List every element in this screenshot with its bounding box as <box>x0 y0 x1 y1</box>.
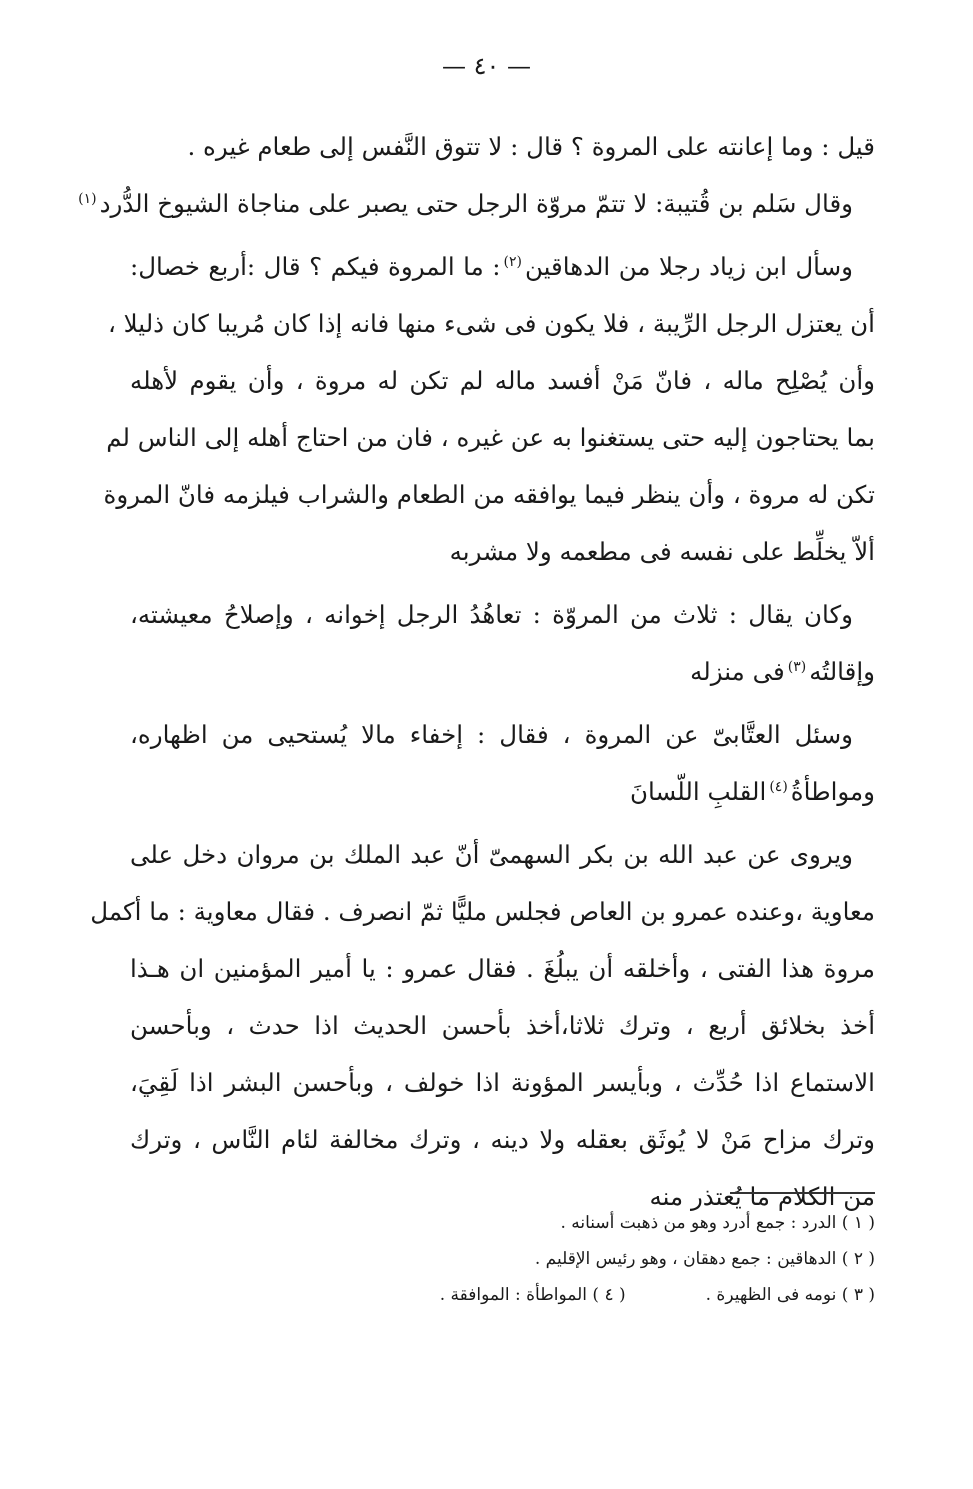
footnote-marker: (٤) <box>769 778 788 795</box>
text-line: معاوية ،وعنده عمرو بن العاص فجلس مليًّا ثمّ انصرف . فقال معاوية : ما أكمل <box>90 897 875 926</box>
text-line: وقال سَلم بن قُتيبة: لا تتمّ مروّة الرجل حتى يصبر على مناجاة الشيوخ الدُّرد$^{(١)}$ <box>78 189 853 218</box>
text-line: بما يحتاجون إليه حتى يستغنوا به عن غيره ، فان من احتاج أهله إلى الناس لم <box>106 423 875 452</box>
footnotes <box>250 1205 875 1313</box>
footnote-row <box>250 1277 875 1313</box>
text-line: وترك مزاح مَنْ لا يُوثَق بعقله ولا دينه ، وترك مخالفة لئام النَّاس ، وترك <box>130 1125 875 1154</box>
text-line: ومواطأةُ$^{(٤)}$القلبِ اللّسانَ <box>629 777 875 806</box>
footnote-2: ( ٢ ) الدهاقين : جمع دهقان ، وهو رئيس الإقليم . <box>534 1249 875 1269</box>
text-line: مروة هذا الفتى ، وأخلقه أن يبلُغَ . فقال عمرو : يا أمير المؤمنين ان هـذا <box>130 954 875 983</box>
text-line: تكن له مروة ، وأن ينظر فيما يوافقه من الطعام والشراب فيلزمه فانّ المروة <box>103 480 875 509</box>
text-line: من الكلام ما يُعتذر منه <box>649 1182 875 1211</box>
footnote-4: ( ٤ ) المواطأة : الموافقة . <box>439 1285 626 1305</box>
text-line: أخذ بخلائق أربع ، وترك ثلاثا،أخذ بأحسن الحديث اذا حدث ، وبأحسن <box>130 1011 875 1040</box>
footnote-3: ( ٣ ) نومه فى الظهيرة . <box>705 1285 875 1305</box>
text-line: ويروى عن عبد الله بن بكر السهمىّ أنّ عبد الملك بن مروان دخل على <box>130 840 853 869</box>
footnote-divider <box>730 1192 875 1194</box>
text-line: وسأل ابن زياد رجلا من الدهاقين$^{(٢)}$: ما المروة فيكم ؟ قال :أربع خصال: <box>130 252 853 281</box>
text-line: وكان يقال : ثلاث من المروّة : تعاهُدُ الرجل إخوانه ، وإصلاحُ معيشته، <box>130 600 853 629</box>
page-number: — ٤٠ — <box>441 52 532 80</box>
text-line: وإقالتُه$^{(٣)}$فى منزله <box>690 657 875 686</box>
text-line: وسئل العتَّابىّ عن المروة ، فقال : إخفاء مالا يُستحيى من اظهاره، <box>130 720 853 749</box>
text-line: ألاّ يخلِّط على نفسه فى مطعمه ولا مشربه <box>449 537 875 566</box>
footnote-1: ( ١ ) الدرد : جمع أدرد وهو من ذهبت أسنانه . <box>560 1213 875 1233</box>
main-text <box>78 118 875 1225</box>
text-line: قيل : وما إعانته على المروة ؟ قال : لا تتوق النَّفس إلى طعام غيره . <box>187 132 875 161</box>
footnote-marker: (٢) <box>503 253 522 270</box>
footnote-marker: (٣) <box>787 658 807 675</box>
footnote-marker: (١) <box>78 190 97 207</box>
text-line: الاستماع اذا حُدِّث ، وبأيسر المؤونة اذا خولف ، وبأحسن البشر اذا لَقِيَ، <box>130 1068 875 1097</box>
text-line: أن يعتزل الرجل الرِّيبة ، فلا يكون فى شىء منها فانه إذا كان مُريبا كان ذليلا ، <box>107 309 875 338</box>
text-line: وأن يُصْلِح ماله ، فانّ مَنْ أفسد ماله لم تكن له مروة ، وأن يقوم لأهله <box>130 366 875 395</box>
